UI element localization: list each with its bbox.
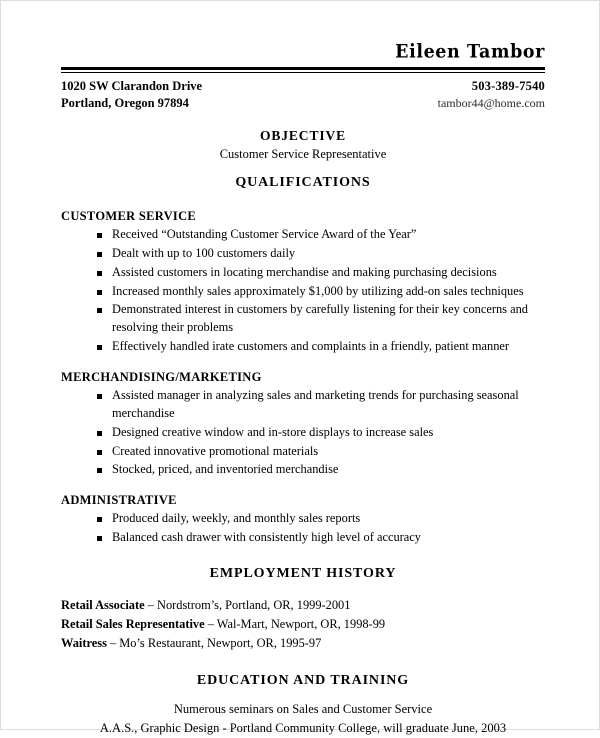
job-detail: – Wal-Mart, Newport, OR, 1998-99 — [204, 616, 386, 631]
job-title: Waitress — [61, 635, 107, 650]
job-title: Retail Sales Representative — [61, 616, 205, 631]
job-title: Retail Associate — [61, 598, 145, 613]
job-detail: – Mo’s Restaurant, Newport, OR, 1995-97 — [106, 635, 322, 650]
list-item: Balanced cash drawer with consistently high level of accuracy — [61, 529, 545, 547]
qualifications-heading: QUALIFICATIONS — [235, 175, 371, 190]
list-item: Effectively handled irate customers and complaints in a friendly, patient manner — [61, 338, 545, 356]
resume-body — [1, 128, 599, 738]
list-item: Demonstrated interest in customers by carefully listening for their key concerns and resolving their problems — [61, 301, 545, 337]
objective-text: Customer Service Representative — [219, 147, 387, 161]
qualification-group-label: MERCHANDISING/MARKETING — [61, 370, 262, 385]
job-entry — [61, 596, 545, 615]
list-item: Increased monthly sales approximately $1,000 by utilizing add-on sales techniques — [61, 283, 545, 301]
employment-history-heading: EMPLOYMENT HISTORY — [209, 566, 397, 582]
education-line: Numerous seminars on Sales and Customer Service — [173, 701, 433, 716]
job-detail: – Nordstrom’s, Portland, OR, 1999-2001 — [144, 598, 351, 613]
qualification-bullet-list — [61, 226, 545, 356]
list-item: Produced daily, weekly, and monthly sales reports — [61, 510, 545, 528]
qualification-bullet-list — [61, 387, 545, 479]
contact-details — [438, 78, 545, 113]
header-rule-thin — [61, 72, 545, 73]
list-item: Assisted customers in locating merchandise and making purchasing decisions — [61, 264, 545, 282]
qualification-group-label: CUSTOMER SERVICE — [61, 209, 197, 223]
education-list — [61, 700, 545, 738]
job-entry — [61, 634, 545, 653]
qualification-group — [61, 370, 545, 479]
list-item: Stocked, priced, and inventoried merchandise — [61, 461, 545, 479]
list-item: Designed creative window and in-store displays to increase sales — [61, 424, 545, 442]
qualification-group — [61, 209, 545, 356]
qualification-group — [61, 493, 545, 547]
phone-number: 503-389-7540 — [471, 78, 545, 93]
address-line-1: 1020 SW Clarandon Drive — [61, 78, 203, 93]
name-row — [61, 41, 545, 64]
header-rule-thick — [61, 67, 545, 70]
employment-history-list — [61, 596, 545, 653]
education-heading: EDUCATION AND TRAINING — [196, 672, 410, 688]
list-item: Received “Outstanding Customer Service Award of the Year” — [61, 226, 545, 244]
list-item: Dealt with up to 100 customers daily — [61, 245, 545, 263]
email-address: tambor44@home.com — [437, 96, 545, 111]
objective-heading: OBJECTIVE — [259, 128, 347, 143]
qualification-bullet-list — [61, 510, 545, 547]
resume-header — [1, 1, 599, 113]
qualifications-groups — [61, 209, 545, 547]
qualification-group-label: ADMINISTRATIVE — [61, 493, 177, 508]
list-item: Assisted manager in analyzing sales and marketing trends for purchasing seasonal merchandise — [61, 387, 545, 423]
education-line: A.A.S., Graphic Design - Portland Community College, will graduate June, 2003 — [99, 720, 507, 735]
contact-block — [61, 78, 545, 114]
job-entry — [61, 615, 545, 634]
candidate-name: Eileen Tambor — [395, 41, 545, 64]
list-item: Created innovative promotional materials — [61, 443, 545, 461]
address-line-2: Portland, Oregon 97894 — [61, 96, 189, 111]
contact-address — [61, 78, 202, 114]
